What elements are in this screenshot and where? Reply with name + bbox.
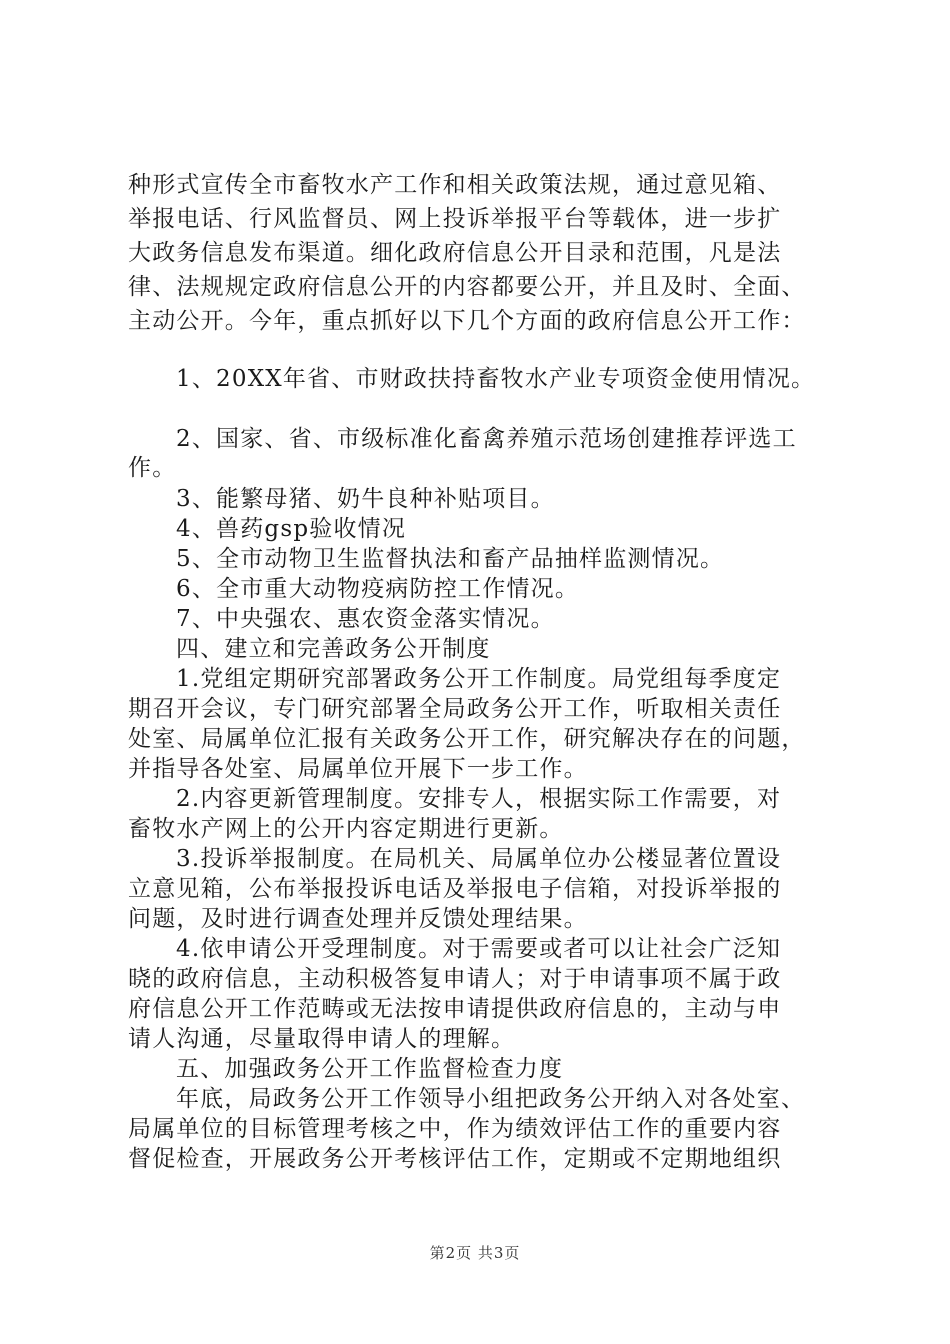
text-line: 处室、局属单位汇报有关政务公开工作，研究解决存在的问题，	[128, 726, 806, 752]
page-number-footer: 第2页 共3页	[429, 1244, 521, 1262]
text-line: 并指导各处室、局属单位开展下一步工作。	[128, 756, 588, 782]
text-line: 年底，局政务公开工作领导小组把政务公开纳入对各处室、	[176, 1086, 806, 1112]
text-line: 督促检查，开展政务公开考核评估工作，定期或不定期地组织	[128, 1146, 782, 1172]
text-line: 府信息公开工作范畴或无法按申请提供政府信息的，主动与申	[128, 996, 782, 1022]
text-line: 律、法规规定政府信息公开的内容都要公开，并且及时、全面、	[128, 274, 806, 300]
text-line: 2.内容更新管理制度。安排专人，根据实际工作需要，对	[176, 786, 782, 812]
text-line: 举报电话、行风监督员、网上投诉举报平台等载体，进一步扩	[128, 206, 782, 232]
text-line: 1.党组定期研究部署政务公开工作制度。局党组每季度定	[176, 666, 782, 692]
section-heading: 五、加强政务公开工作监督检查力度	[176, 1056, 564, 1082]
list-item: 4、兽药gsp验收情况	[176, 516, 407, 542]
text-line: 3.投诉举报制度。在局机关、局属单位办公楼显著位置设	[176, 846, 782, 872]
text-line: 种形式宣传全市畜牧水产工作和相关政策法规，通过意见箱、	[128, 172, 782, 198]
list-item: 7、中央强农、惠农资金落实情况。	[176, 606, 555, 632]
text-line: 问题，及时进行调查处理并反馈处理结果。	[128, 906, 588, 932]
list-item: 2、国家、省、市级标准化畜禽养殖示范场创建推荐评选工	[176, 426, 797, 452]
text-line: 大政务信息发布渠道。细化政府信息公开目录和范围，凡是法	[128, 240, 782, 266]
list-item: 3、能繁母猪、奶牛良种补贴项目。	[176, 486, 555, 512]
text-line: 4.依申请公开受理制度。对于需要或者可以让社会广泛知	[176, 936, 782, 962]
text-line: 晓的政府信息，主动积极答复申请人；对于申请事项不属于政	[128, 966, 782, 992]
text-line: 作。	[128, 455, 177, 481]
text-line: 期召开会议，专门研究部署全局政务公开工作，听取相关责任	[128, 696, 782, 722]
text-line: 立意见箱，公布举报投诉电话及举报电子信箱，对投诉举报的	[128, 876, 782, 902]
list-item: 1、20XX年省、市财政扶持畜牧水产业专项资金使用情况。	[176, 366, 816, 392]
text-line: 主动公开。今年，重点抓好以下几个方面的政府信息公开工作：	[128, 308, 806, 334]
list-item: 6、全市重大动物疫病防控工作情况。	[176, 576, 580, 602]
section-heading: 四、建立和完善政务公开制度	[176, 636, 491, 662]
text-line: 局属单位的目标管理考核之中，作为绩效评估工作的重要内容	[128, 1116, 782, 1142]
text-line: 畜牧水产网上的公开内容定期进行更新。	[128, 816, 564, 842]
text-line: 请人沟通，尽量取得申请人的理解。	[128, 1026, 516, 1052]
list-item: 5、全市动物卫生监督执法和畜产品抽样监测情况。	[176, 546, 725, 572]
